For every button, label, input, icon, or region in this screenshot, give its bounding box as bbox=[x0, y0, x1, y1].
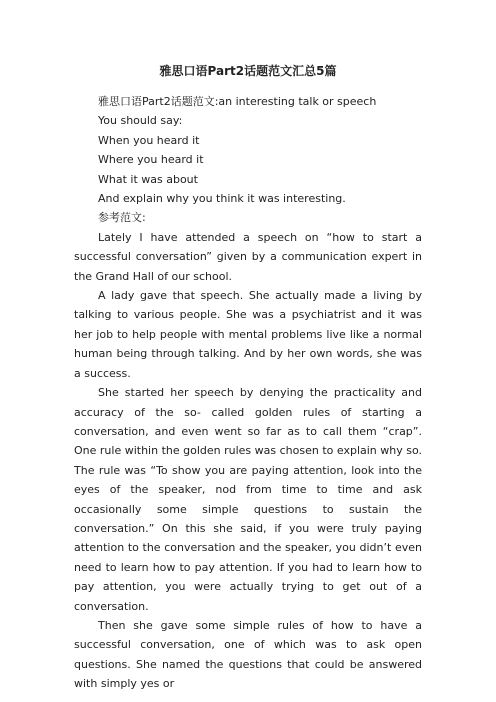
prompt-line: Where you heard it bbox=[98, 153, 204, 167]
prompt-line: What it was about bbox=[98, 172, 198, 186]
topic-line: 雅思口语Part2话题范文:an interesting talk or speech bbox=[98, 95, 377, 108]
prompt-line: You should say: bbox=[98, 114, 183, 128]
document-body bbox=[74, 92, 422, 694]
paragraph: A lady gave that speech. She actually made a living by talking to various people. She was a psychiatrist and it was her job to help people with mental problems live like a normal human being through talking. And by her own words, she was a success. bbox=[74, 289, 422, 380]
paragraph: Then she gave some simple rules of how to have a successful conversation, one of which was to ask open questions. She named the questions that could be answered with simply yes or bbox=[74, 618, 422, 691]
paragraph: She started her speech by denying the practicality and accuracy of the so- called golden rules of starting a conversation, and even went so far as to call them “crap”. One rule within the golden rules was chosen to explain why so. The rule was “To show you are paying attention, look into the eyes of the speaker, nod from time to time and ask occasionally some simple questions to sustain the conversation.” On this she said, if you were truly paying attention to the conversation and the speaker, you didn’t even need to learn how to pay attention. If you had to learn how to pay attention, you were actually trying to get out of a conversation. bbox=[74, 386, 422, 613]
prompt-line: When you heard it bbox=[98, 133, 200, 147]
page-title: 雅思口语Part2话题范文汇总5篇 bbox=[159, 64, 337, 78]
paragraph: Lately I have attended a speech on “how to start a successful conversation” given by a communication expert in the Grand Hall of our school. bbox=[74, 230, 422, 283]
sample-label: 参考范文: bbox=[98, 211, 146, 225]
prompt-line: And explain why you think it was interesting. bbox=[98, 192, 346, 206]
